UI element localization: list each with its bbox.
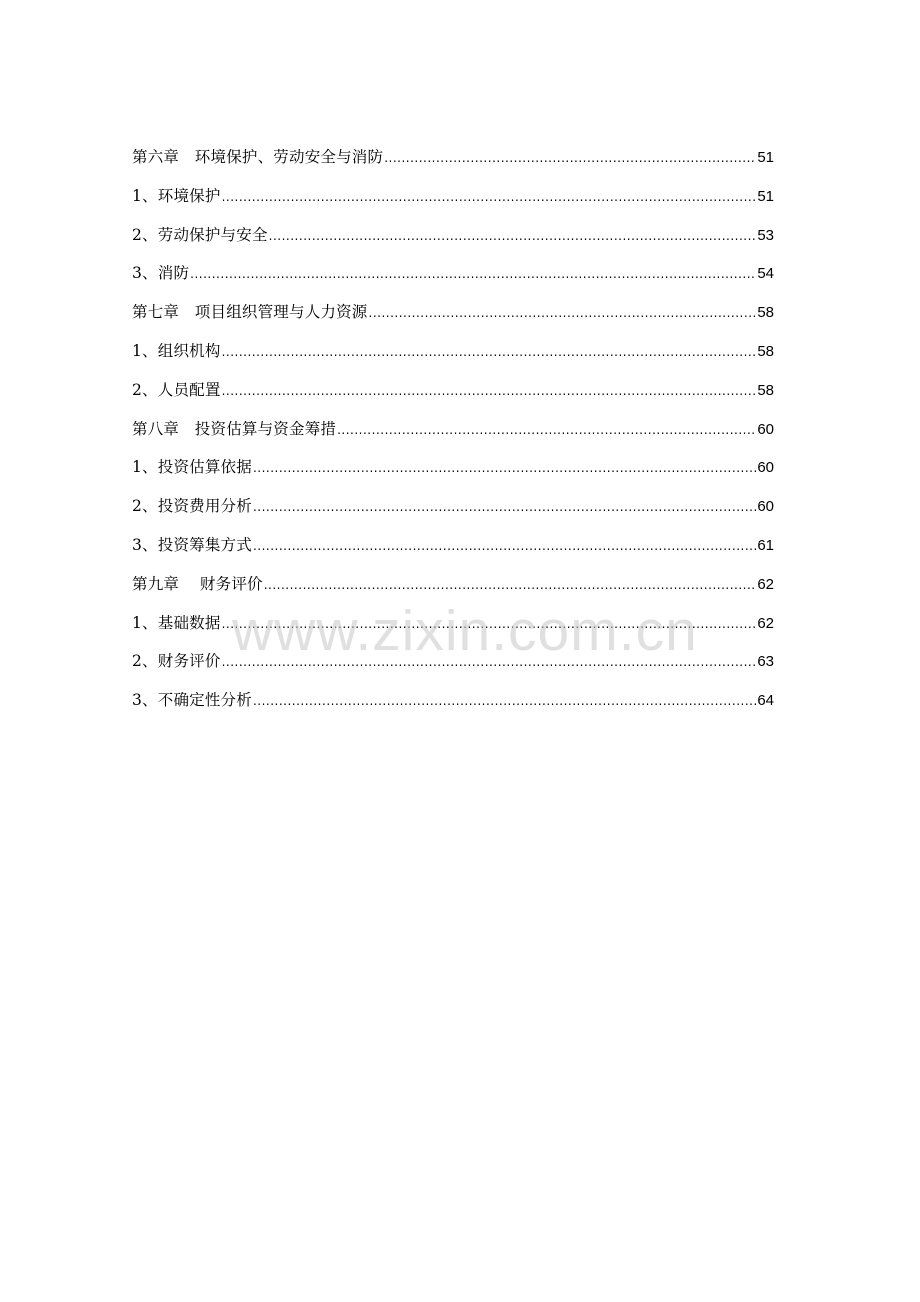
toc-entry[interactable] (132, 565, 774, 604)
toc-entry[interactable] (132, 410, 774, 449)
toc-entry-title: 1、基础数据 (132, 613, 221, 632)
toc-page-number: 64 (757, 692, 774, 710)
toc-entry-title: 2、人员配置 (132, 380, 221, 399)
toc-entry[interactable] (132, 604, 774, 643)
toc-page-number: 53 (757, 226, 774, 244)
toc-entry[interactable] (132, 526, 774, 565)
toc-dot-leader (264, 566, 757, 605)
toc-dot-leader (222, 643, 757, 682)
toc-dot-leader (384, 139, 756, 178)
toc-dot-leader (222, 372, 757, 411)
toc-entry[interactable] (132, 448, 774, 487)
watermark: www.zixin.com.cn (232, 599, 698, 663)
toc-dot-leader (222, 178, 757, 217)
toc-entry[interactable] (132, 642, 774, 681)
table-of-contents (132, 138, 774, 720)
toc-entry[interactable] (132, 293, 774, 332)
toc-page-number: 54 (757, 265, 774, 283)
toc-entry[interactable] (132, 332, 774, 371)
toc-entry-title: 1、投资估算依据 (132, 458, 252, 477)
toc-page-number: 51 (757, 149, 774, 166)
toc-page-number: 63 (757, 653, 774, 671)
toc-entry[interactable] (132, 138, 774, 177)
toc-entry-title: 3、消防 (132, 264, 190, 283)
toc-dot-leader (337, 411, 756, 450)
toc-page-number: 60 (757, 459, 774, 477)
toc-entry[interactable] (132, 216, 774, 255)
toc-page-number: 61 (757, 536, 774, 554)
toc-entry-title: 3、投资筹集方式 (132, 535, 252, 554)
toc-entry[interactable] (132, 254, 774, 293)
toc-entry-title: 第九章 财务评价 (132, 574, 263, 593)
toc-entry-title: 3、不确定性分析 (132, 691, 252, 710)
toc-dot-leader (369, 294, 757, 333)
toc-dot-leader (190, 255, 756, 294)
toc-entry-title: 第七章 项目组织管理与人力资源 (132, 303, 368, 322)
toc-dot-leader (253, 682, 756, 721)
toc-page-number: 51 (757, 187, 774, 205)
toc-entry[interactable] (132, 371, 774, 410)
toc-entry-title: 2、投资费用分析 (132, 497, 252, 516)
toc-entry[interactable] (132, 487, 774, 526)
toc-page-number: 62 (757, 575, 774, 593)
toc-entry[interactable] (132, 177, 774, 216)
toc-dot-leader (253, 449, 756, 488)
toc-page-number: 60 (757, 420, 774, 438)
toc-entry-title: 2、劳动保护与安全 (132, 225, 268, 244)
toc-entry-title: 1、环境保护 (132, 186, 221, 205)
toc-page-number: 58 (757, 342, 774, 360)
toc-page-number: 62 (757, 614, 774, 632)
toc-dot-leader (222, 333, 757, 372)
toc-dot-leader (253, 488, 756, 527)
toc-entry-title: 2、财务评价 (132, 652, 221, 671)
toc-page-number: 58 (757, 381, 774, 399)
toc-entry-title: 第八章 投资估算与资金筹措 (132, 419, 337, 438)
toc-dot-leader (253, 527, 756, 566)
toc-page-number: 60 (757, 498, 774, 516)
toc-entry-title: 1、组织机构 (132, 341, 221, 360)
toc-dot-leader (269, 217, 757, 256)
toc-page-number: 58 (757, 304, 774, 322)
toc-dot-leader (222, 605, 757, 644)
toc-entry[interactable] (132, 681, 774, 720)
toc-entry-title: 第六章 环境保护、劳动安全与消防 (132, 148, 384, 166)
